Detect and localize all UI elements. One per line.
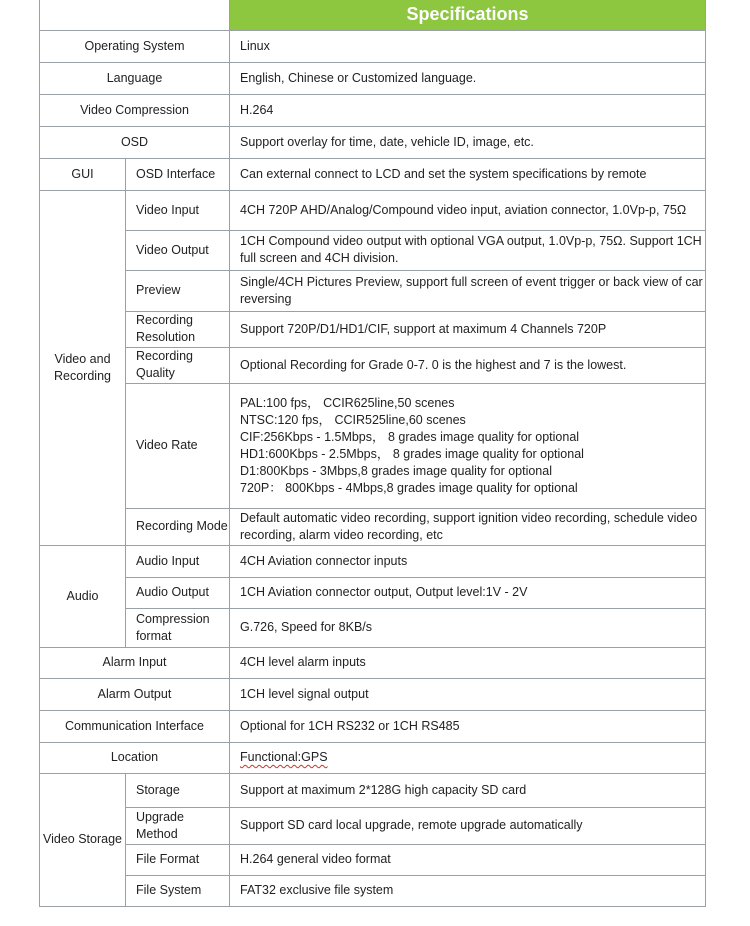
table-row — [40, 875, 706, 906]
row-value: Functional:GPS — [240, 750, 328, 764]
row-label: Language — [40, 62, 230, 94]
row-value: 1CH level signal output — [230, 678, 706, 710]
row-label: Video Compression — [40, 94, 230, 126]
location-value — [230, 742, 706, 773]
row-value: Default automatic video recording, support ignition video recording, schedule video recording, alarm video recording, etc — [230, 508, 706, 545]
row-value: Support SD card local upgrade, remote upgrade automatically — [230, 807, 706, 844]
row-label: Recording Quality — [126, 347, 230, 383]
row-value: 1CH Compound video output with optional VGA output, 1.0Vp-p, 75Ω. Support 1CH full screen and 4CH division. — [230, 230, 706, 270]
video-rate-line: D1:800Kbps - 3Mbps,8 grades image quality for optional — [240, 463, 552, 478]
row-label: Audio Input — [126, 545, 230, 577]
row-label: File System — [126, 875, 230, 906]
row-label: Location — [40, 742, 230, 773]
video-rate-line: 720P： 800Kbps - 4Mbps,8 grades image quality for optional — [240, 480, 578, 495]
table-title: Specifications — [230, 0, 706, 30]
video-rate-line: NTSC:120 fps， CCIR525line,60 scenes — [240, 412, 466, 427]
row-label: Compression format — [126, 608, 230, 647]
row-label: Audio Output — [126, 577, 230, 608]
group-label-video-storage: Video Storage — [40, 773, 126, 906]
table-row — [40, 678, 706, 710]
table-row — [40, 94, 706, 126]
row-label: Storage — [126, 773, 230, 807]
row-label: Alarm Input — [40, 647, 230, 678]
group-label-audio: Audio — [40, 545, 126, 647]
row-value: 4CH level alarm inputs — [230, 647, 706, 678]
table-row — [40, 742, 706, 773]
row-value: Optional Recording for Grade 0-7. 0 is the highest and 7 is the lowest. — [230, 347, 706, 383]
group-label-gui: GUI — [40, 158, 126, 190]
row-value: FAT32 exclusive file system — [230, 875, 706, 906]
row-value: Optional for 1CH RS232 or 1CH RS485 — [230, 710, 706, 742]
row-label: File Format — [126, 844, 230, 875]
table-row — [40, 577, 706, 608]
table-row — [40, 158, 706, 190]
row-value: 1CH Aviation connector output, Output level:1V - 2V — [230, 577, 706, 608]
table-row — [40, 710, 706, 742]
row-value: Can external connect to LCD and set the system specifications by remote — [230, 158, 706, 190]
table-row — [40, 647, 706, 678]
row-label: Alarm Output — [40, 678, 230, 710]
table-row — [40, 270, 706, 311]
row-label: Video Input — [126, 190, 230, 230]
row-value: Support overlay for time, date, vehicle ID, image, etc. — [230, 126, 706, 158]
header-blank-cell — [40, 0, 230, 30]
table-row — [40, 126, 706, 158]
group-label-video-recording: Video and Recording — [40, 190, 126, 545]
video-rate-line: HD1:600Kbps - 2.5Mbps， 8 grades image quality for optional — [240, 446, 584, 461]
table-row — [40, 773, 706, 807]
row-label: Preview — [126, 270, 230, 311]
table-row — [40, 807, 706, 844]
row-label: OSD Interface — [126, 158, 230, 190]
row-value: Single/4CH Pictures Preview, support full screen of event trigger or back view of car reversing — [230, 270, 706, 311]
specifications-table — [39, 0, 706, 907]
row-label: Communication Interface — [40, 710, 230, 742]
table-row — [40, 62, 706, 94]
video-rate-values — [230, 383, 706, 508]
row-value: English, Chinese or Customized language. — [230, 62, 706, 94]
table-row — [40, 383, 706, 508]
row-label: OSD — [40, 126, 230, 158]
table-row — [40, 30, 706, 62]
row-label: Recording Mode — [126, 508, 230, 545]
row-value: Support 720P/D1/HD1/CIF, support at maximum 4 Channels 720P — [230, 311, 706, 347]
row-value: 4CH Aviation connector inputs — [230, 545, 706, 577]
table-row — [40, 608, 706, 647]
row-value: Linux — [230, 30, 706, 62]
table-row — [40, 844, 706, 875]
video-rate-line: CIF:256Kbps - 1.5Mbps， 8 grades image quality for optional — [240, 429, 580, 444]
row-label: Video Output — [126, 230, 230, 270]
row-label: Upgrade Method — [126, 807, 230, 844]
table-row — [40, 347, 706, 383]
row-value: G.726, Speed for 8KB/s — [230, 608, 706, 647]
row-value: 4CH 720P AHD/Analog/Compound video input, aviation connector, 1.0Vp-p, 75Ω — [230, 190, 706, 230]
table-row — [40, 508, 706, 545]
row-label: Recording Resolution — [126, 311, 230, 347]
row-value: Support at maximum 2*128G high capacity SD card — [230, 773, 706, 807]
row-label: Video Rate — [126, 383, 230, 508]
table-row — [40, 230, 706, 270]
table-row — [40, 190, 706, 230]
table-header-row — [40, 0, 706, 30]
row-value: H.264 general video format — [230, 844, 706, 875]
row-value: H.264 — [230, 94, 706, 126]
table-row — [40, 545, 706, 577]
table-row — [40, 311, 706, 347]
row-label: Operating System — [40, 30, 230, 62]
video-rate-line: PAL:100 fps， CCIR625line,50 scenes — [240, 395, 455, 410]
